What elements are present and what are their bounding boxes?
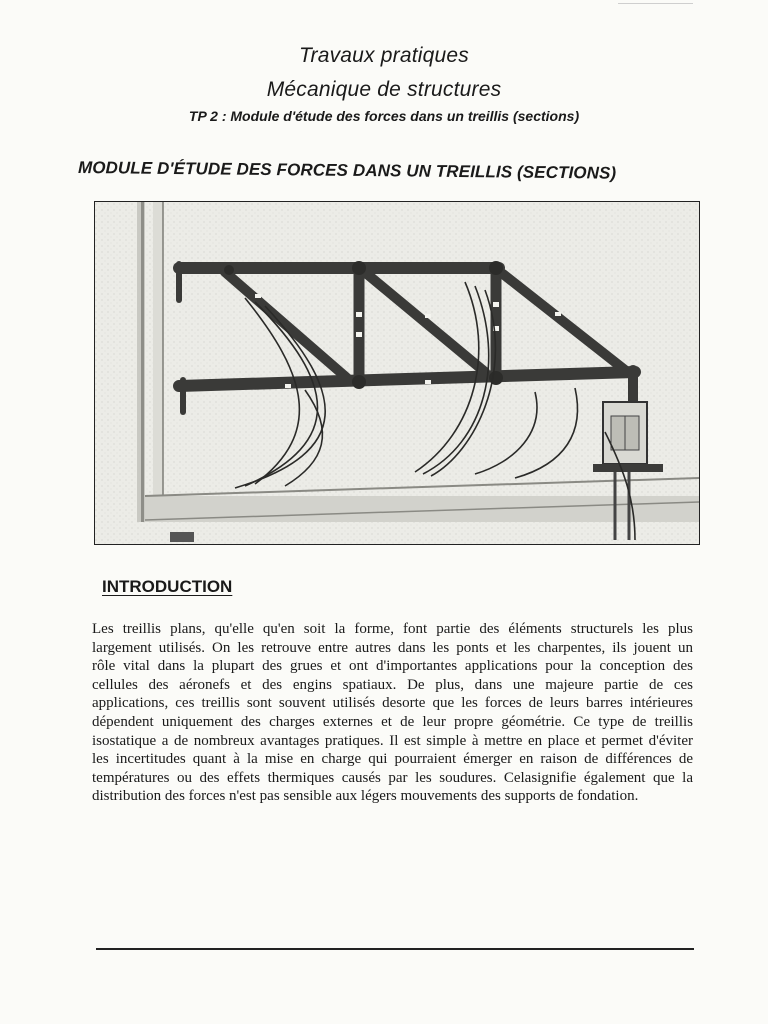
subtitle: TP 2 : Module d'étude des forces dans un treillis (sections) [188,108,580,124]
module-heading: MODULE D'ÉTUDE DES FORCES DANS UN TREILLIS (SECTIONS) [77,158,617,183]
paragraph-line: températures ou des effets thermiques causés par les soudures. Celasignifie également que la [92,769,693,786]
paragraph-line: isostatique a de nombreux avantages pratiques. Il est simple à mettre en place et permet d'éviter [92,732,693,749]
paragraph-line: cellules des aéronefs et des engins spatiaux. De plus, dans une majeure partie de ces [92,676,693,693]
truss-apparatus-photo [94,201,700,545]
paragraph-line: Les treillis plans, qu'elle qu'en soit la forme, font partie des éléments structurels les plus [92,621,693,637]
paragraph-line: les incertitudes quant à la mise en charge qui pourraient émerger en raison de différences de [92,751,693,768]
scan-edge-mark [618,3,693,4]
paragraph-line: largement utilisés. On les retrouve entre autres dans les ponts et les charpentes, ils jouent un [92,639,693,656]
title-line-1: Travaux pratiques [299,44,469,67]
paragraph-line: dépendent uniquement des charges externes et de leur propre géométrie. Ce type de treillis [92,713,693,730]
introduction-heading: INTRODUCTION [102,577,233,596]
title-line-2: Mécanique de structures [266,78,502,101]
introduction-paragraph [92,620,693,806]
paragraph-line: distribution des forces n'est pas sensible aux légers mouvements des supports de fondation. [92,788,639,805]
footer-rule [96,948,694,950]
truss-photo-illustration [95,202,699,544]
paragraph-line: applications, ces treillis sont souvent utilisés desorte que les forces de leurs barres intérieures [92,695,693,712]
paragraph-line: rôle vital dans la plupart des grues et ont d'importantes applications pour la conception des [92,658,693,675]
